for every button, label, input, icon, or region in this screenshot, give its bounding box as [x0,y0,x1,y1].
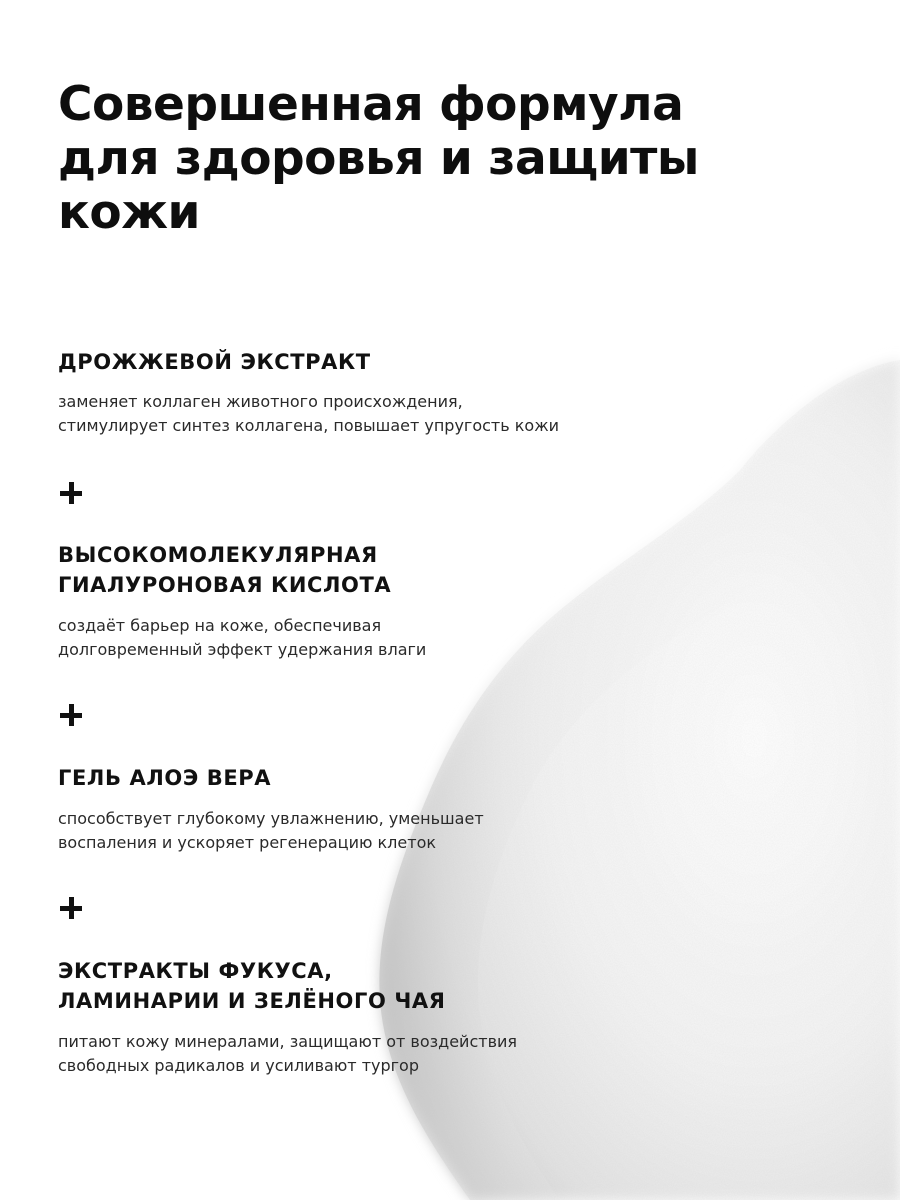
ingredient-description-line: создаёт барьер на коже, обеспечивая [58,616,382,635]
ingredient-yeast-extract [58,347,778,438]
ingredient-description-line: свободных радикалов и усиливают тургор [58,1056,419,1075]
ingredient-title-line: ГИАЛУРОНОВАЯ КИСЛОТА [58,573,392,597]
ingredient-description-line: питают кожу минералами, защищают от воздействия [58,1032,518,1051]
ingredient-description [58,807,778,855]
ingredient-description [58,390,778,438]
plus-icon [60,897,82,919]
ingredient-hyaluronic-acid [58,540,778,662]
ingredient-title [58,540,778,600]
ingredient-title-line: ДРОЖЖЕВОЙ ЭКСТРАКТ [58,350,371,374]
ingredient-title-line: ВЫСОКОМОЛЕКУЛЯРНАЯ [58,543,378,567]
ingredient-title-line: ГЕЛЬ АЛОЭ ВЕРА [58,766,272,790]
ingredient-description-line: стимулирует синтез коллагена, повышает упругость кожи [58,416,560,435]
ingredient-aloe-vera-gel [58,763,778,855]
page-title [58,78,838,240]
ingredient-description-line: воспаления и ускоряет регенерацию клеток [58,833,437,852]
ingredient-title [58,763,778,793]
ingredient-title-line: ЭКСТРАКТЫ ФУКУСА, [58,959,333,983]
plus-icon [60,704,82,726]
ingredient-description-line: долговременный эффект удержания влаги [58,640,427,659]
page-title-line: для здоровья и защиты [58,131,699,186]
ingredient-title [58,956,778,1016]
ingredient-description-line: заменяет коллаген животного происхождения, [58,392,463,411]
ingredient-seaweed-green-tea [58,956,778,1078]
ingredient-description [58,614,778,662]
page-title-line: кожи [58,185,200,240]
ingredient-description [58,1030,778,1078]
ingredient-title-line: ЛАМИНАРИИ И ЗЕЛЁНОГО ЧАЯ [58,989,446,1013]
page-title-line: Совершенная формула [58,77,684,132]
ingredient-title [58,347,778,377]
ingredient-description-line: способствует глубокому увлажнению, уменьшает [58,809,484,828]
plus-icon [60,482,82,504]
